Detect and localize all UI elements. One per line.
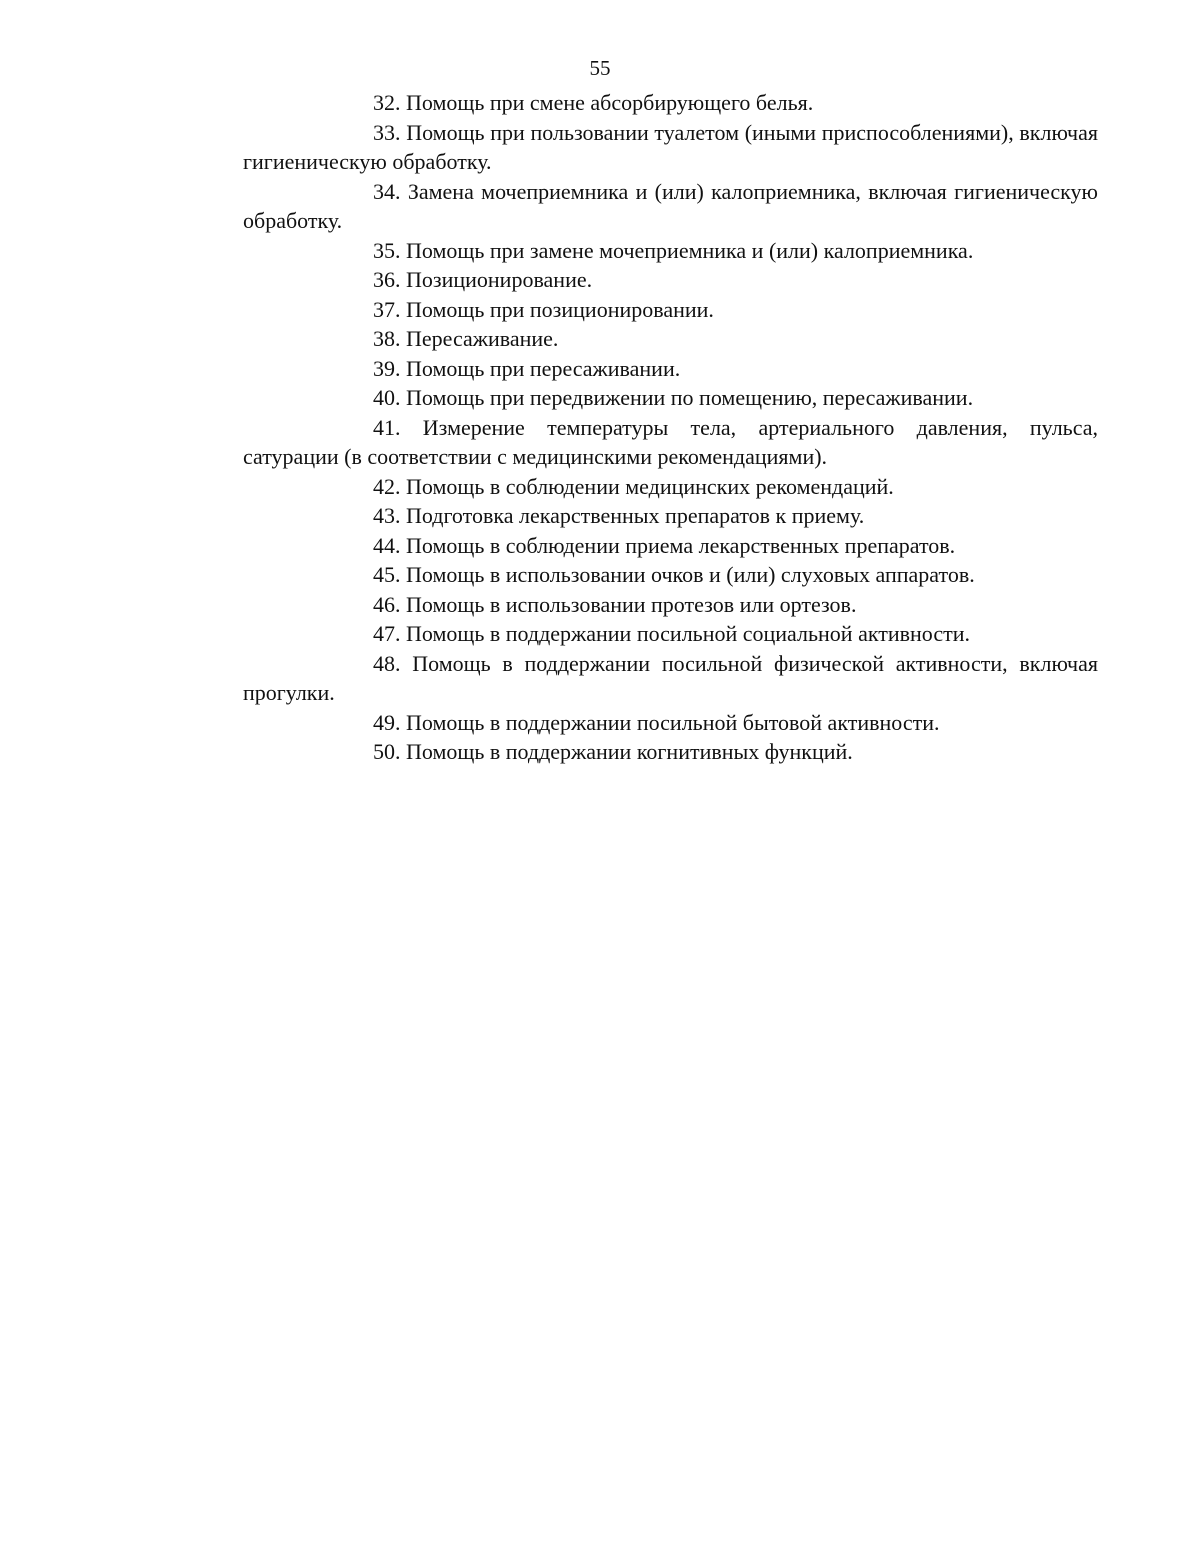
item-text: Помощь при пользовании туалетом (иными приспособлениями), включая гигиеническую обработку. [243, 119, 1099, 174]
item-number: 37. [373, 296, 401, 322]
item-text: Помощь в использовании очков и (или) слуховых аппаратов. [406, 562, 975, 587]
list-item [243, 383, 1098, 413]
list-item [243, 236, 1098, 266]
item-text: Подготовка лекарственных препаратов к приему. [406, 503, 865, 528]
list-item [243, 737, 1098, 767]
list-item [243, 531, 1098, 561]
item-number: 34. [373, 178, 401, 204]
item-number: 43. [373, 503, 401, 528]
item-number: 45. [373, 562, 401, 587]
item-text: Помощь при замене мочеприемника и (или) калоприемника. [406, 237, 974, 263]
item-number: 33. [373, 119, 401, 145]
list-of-services [243, 88, 1098, 767]
list-item [243, 413, 1098, 472]
item-text: Помощь в соблюдении медицинских рекомендаций. [406, 473, 894, 499]
list-item [243, 619, 1098, 649]
item-number: 41. [373, 414, 401, 440]
list-item [243, 472, 1098, 502]
item-text: Помощь в поддержании посильной социальной активности. [406, 621, 970, 646]
item-number: 42. [373, 473, 401, 499]
item-text: Помощь при смене абсорбирующего белья. [406, 90, 814, 115]
item-number: 47. [373, 621, 401, 646]
list-item [243, 560, 1098, 590]
item-number: 40. [373, 385, 401, 410]
item-text: Помощь в поддержании посильной физической активности, включая прогулки. [243, 650, 1098, 705]
item-number: 50. [373, 739, 401, 764]
list-item [243, 295, 1098, 325]
item-text: Позиционирование. [406, 267, 593, 292]
list-item [243, 649, 1098, 708]
page-number: 55 [589, 56, 611, 80]
list-item [243, 88, 1098, 118]
item-number: 48. [373, 650, 401, 676]
item-text: Измерение температуры тела, артериального давления, пульса, сатурации (в соответствии с медицинскими рекомендациями). [243, 414, 1098, 469]
item-number: 46. [373, 591, 401, 617]
list-item [243, 118, 1098, 177]
item-text: Помощь в использовании протезов или ортезов. [406, 591, 857, 617]
item-text: Помощь при позиционировании. [406, 296, 714, 322]
item-number: 35. [373, 237, 401, 263]
list-item [243, 265, 1098, 295]
list-item [243, 590, 1098, 620]
item-text: Помощь в соблюдении приема лекарственных препаратов. [406, 532, 956, 558]
item-number: 44. [373, 532, 401, 558]
item-number: 39. [373, 355, 401, 381]
list-item [243, 354, 1098, 384]
list-item [243, 324, 1098, 354]
item-number: 36. [373, 267, 401, 292]
item-text: Помощь при передвижении по помещению, пересаживании. [406, 385, 974, 410]
item-text: Пересаживание. [406, 326, 559, 351]
list-item [243, 177, 1098, 236]
list-item [243, 501, 1098, 531]
item-text: Замена мочеприемника и (или) калоприемника, включая гигиеническую обработку. [243, 178, 1098, 233]
list-item [243, 708, 1098, 738]
item-text: Помощь в поддержании когнитивных функций. [406, 739, 853, 764]
item-text: Помощь при пересаживании. [406, 355, 681, 381]
item-number: 38. [373, 326, 401, 351]
item-number: 49. [373, 709, 401, 735]
item-text: Помощь в поддержании посильной бытовой активности. [406, 709, 940, 735]
item-number: 32. [373, 90, 401, 115]
